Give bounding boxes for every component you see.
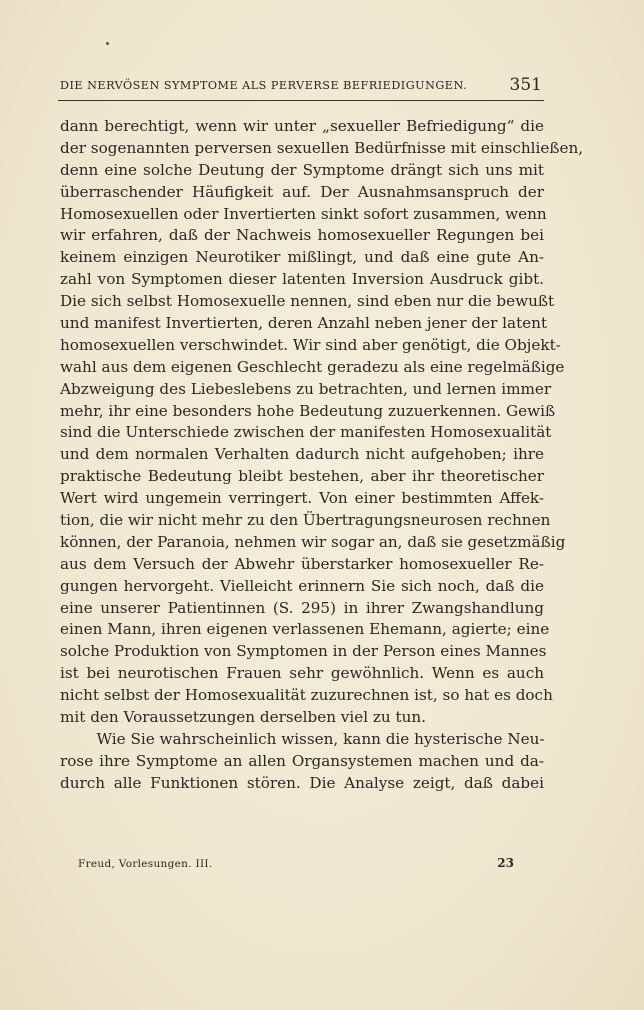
text-line: und dem normalen Verhalten dadurch nicht aufgehoben; ihre: [60, 445, 544, 464]
page-footer: [78, 858, 514, 878]
text-line: solche Produktion von Symptomen in der Person eines Mannes: [60, 642, 547, 661]
text-line: keinem einzigen Neurotiker mißlingt, und daß eine gute An-: [60, 248, 544, 267]
text-line: praktische Bedeutung bleibt bestehen, aber ihr theoretischer: [60, 467, 544, 486]
text-line: zahl von Symptomen dieser latenten Inversion Ausdruck gibt.: [60, 270, 544, 289]
signature-mark: Freud, Vorlesungen. III.: [78, 858, 213, 870]
text-line: überraschender Häufigkeit auf. Der Ausnahmsanspruch der: [60, 182, 544, 201]
ink-speck: [106, 42, 109, 45]
text-line: homosexuellen verschwindet. Wir sind aber genötigt, die Objekt-: [60, 335, 561, 354]
page-number: 351: [509, 75, 542, 95]
text-line-paragraph-end: mit den Voraussetzungen derselben viel zu tun.: [60, 708, 427, 727]
text-line: nicht selbst der Homosexualität zuzurechnen ist, so hat es doch: [60, 686, 553, 705]
text-line: ist bei neurotischen Frauen sehr gewöhnlich. Wenn es auch: [60, 664, 544, 683]
text-line: und manifest Invertierten, deren Anzahl neben jener der latent: [60, 314, 548, 333]
text-line: denn eine solche Deutung der Symptome drängt sich uns mit: [60, 160, 544, 179]
text-line: gungen hervorgeht. Vielleicht erinnern Sie sich noch, daß die: [60, 576, 544, 595]
text-line: tion, die wir nicht mehr zu den Übertragungsneurosen rechnen: [60, 511, 551, 530]
text-line: rose ihre Symptome an allen Organsystemen machen und da-: [60, 751, 544, 770]
text-line: Die sich selbst Homosexuelle nennen, sind eben nur die bewußt: [60, 292, 555, 311]
text-line: der sogenannten perversen sexuellen Bedürfnisse mit einschließen,: [60, 138, 584, 157]
body-text: [60, 116, 584, 795]
text-line: dann berechtigt, wenn wir unter „sexueller Befriedigung“ die: [60, 117, 544, 135]
sheet-number: 23: [497, 856, 514, 870]
text-line: können, der Paranoia, nehmen wir sogar an, daß sie gesetzmäßig: [60, 532, 566, 551]
text-line: einen Mann, ihren eigenen verlassenen Ehemann, agierte; eine: [60, 620, 550, 639]
text-line: wir erfahren, daß der Nachweis homosexueller Regungen bei: [60, 226, 544, 245]
text-line: mehr, ihr eine besonders hohe Bedeutung zuzuerkennen. Gewiß: [60, 401, 556, 420]
text-line: wahl aus dem eigenen Geschlecht geradezu als eine regelmäßige: [60, 357, 565, 376]
text-line: sind die Unterschiede zwischen der manifesten Homosexualität: [60, 423, 552, 442]
text-line: Abzweigung des Liebeslebens zu betrachten, und lernen immer: [60, 379, 552, 398]
text-line: eine unserer Patientinnen (S. 295) in ihrer Zwangshandlung: [60, 598, 544, 617]
page-header: [58, 70, 544, 101]
running-head: DIE NERVÖSEN SYMPTOME ALS PERVERSE BEFRIEDIGUNGEN.: [60, 79, 468, 92]
text-line: Wert wird ungemein verringert. Von einer bestimmten Affek-: [60, 489, 544, 508]
text-line: aus dem Versuch der Abwehr überstarker homosexueller Re-: [60, 554, 544, 573]
text-line: durch alle Funktionen stören. Die Analyse zeigt, daß dabei: [60, 773, 544, 792]
text-line: Homosexuellen oder Invertierten sinkt sofort zusammen, wenn: [60, 204, 547, 223]
text-line-paragraph-start: Wie Sie wahrscheinlich wissen, kann die hysterische Neu-: [96, 729, 545, 748]
